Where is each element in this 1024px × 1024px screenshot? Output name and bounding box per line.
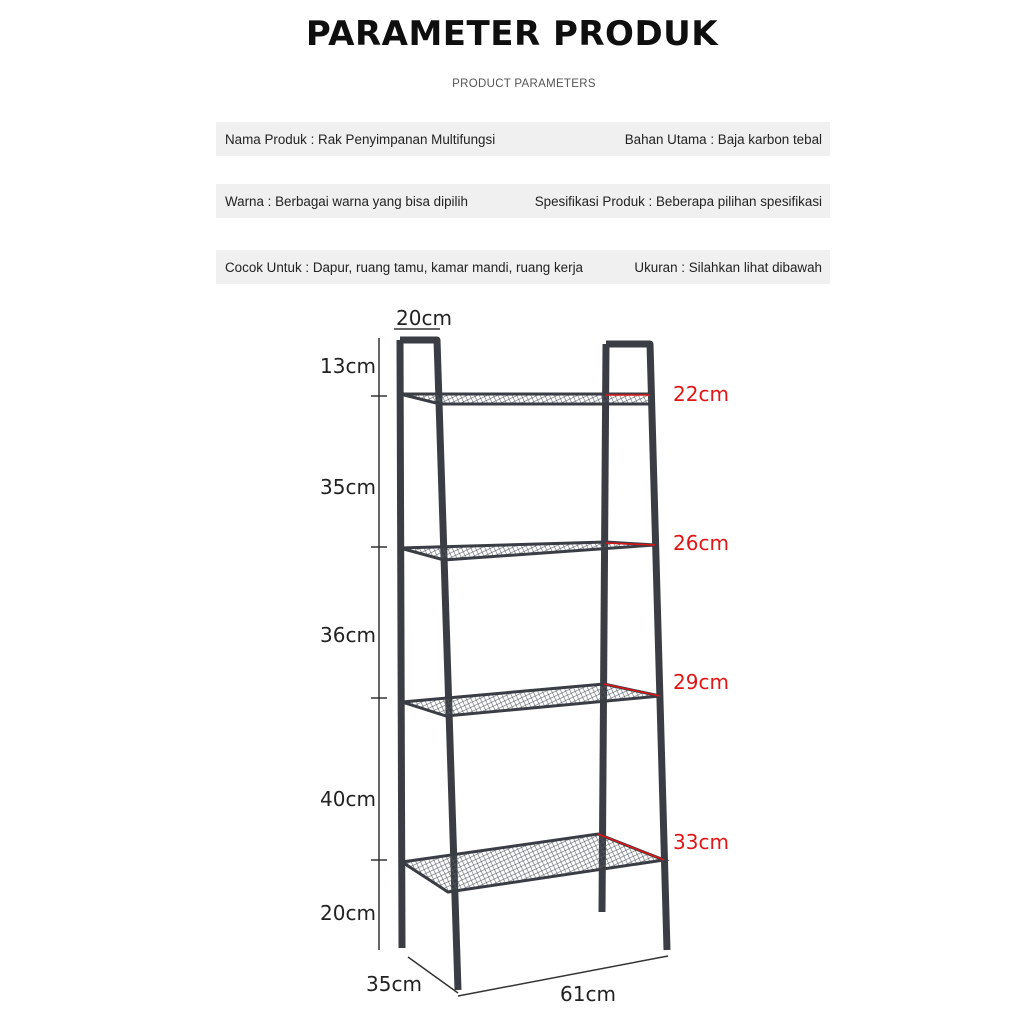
top-width-label: 20cm	[396, 306, 452, 330]
param-suitable-for: Cocok Untuk : Dapur, ruang tamu, kamar mandi, ruang kerja	[225, 259, 583, 275]
depth-label-4: 33cm	[673, 830, 729, 854]
page-subtitle: PRODUCT PARAMETERS	[452, 78, 596, 90]
param-product-name: Nama Produk : Rak Penyimpanan Multifungsi	[225, 131, 496, 147]
shelf-frame	[400, 340, 667, 990]
param-color: Warna : Berbagai warna yang bisa dipilih	[225, 193, 468, 209]
base-depth-label: 35cm	[366, 972, 422, 996]
height-label-5: 20cm	[320, 901, 376, 925]
param-specification: Spesifikasi Produk : Beberapa pilihan spesifikasi	[534, 193, 822, 209]
base-width-label: 61cm	[560, 982, 616, 1006]
height-label-1: 13cm	[320, 354, 376, 378]
shelf-4	[402, 834, 664, 892]
shelf-2	[400, 542, 655, 560]
height-label-2: 35cm	[320, 475, 376, 499]
depth-label-1: 22cm	[673, 382, 729, 406]
height-label-4: 40cm	[320, 787, 376, 811]
depth-label-3: 29cm	[673, 670, 729, 694]
depth-label-2: 26cm	[673, 531, 729, 555]
height-label-3: 36cm	[320, 623, 376, 647]
page-title: PARAMETER PRODUK	[305, 14, 719, 54]
param-size: Ukuran : Silahkan lihat dibawah	[634, 259, 822, 275]
shelf-3	[402, 684, 660, 716]
param-main-material: Bahan Utama : Baja karbon tebal	[624, 131, 822, 147]
